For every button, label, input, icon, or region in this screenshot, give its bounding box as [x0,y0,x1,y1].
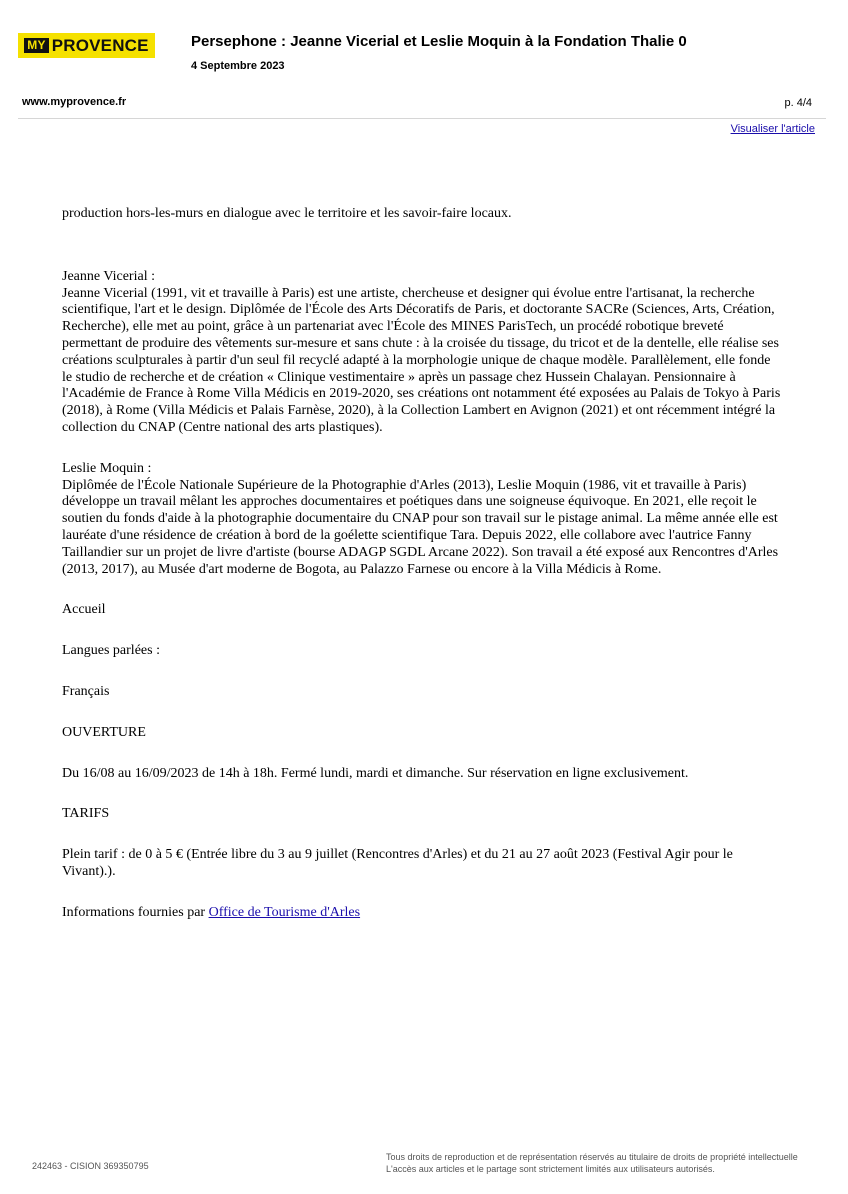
tarifs-heading: TARIFS [62,806,110,822]
myprovence-logo [18,33,155,58]
article-title: Persephone : Jeanne Vicerial et Leslie Moquin à la Fondation Thalie 0 [191,33,687,50]
view-article-link[interactable]: Visualiser l'article [730,123,815,135]
langues-label: Langues parlées : [62,643,160,659]
article-date: 4 Septembre 2023 [191,60,285,72]
logo-my: MY [24,38,48,53]
ouverture-text: Du 16/08 au 16/09/2023 de 14h à 18h. Fermé lundi, mardi et dimanche. Sur réservation en ligne exclusivement. [62,765,689,781]
article-body [62,206,784,922]
jeanne-heading: Jeanne Vicerial : [62,268,155,284]
header-divider [18,118,826,119]
copyright-notice [386,1151,826,1175]
tourism-office-link[interactable]: Office de Tourisme d'Arles [208,904,361,920]
copyright-line-1: Tous droits de reproduction et de représentation réservés au titulaire de droits de propriété intellectuelle [386,1152,798,1162]
jeanne-bio: Jeanne Vicerial (1991, vit et travaille à Paris) est une artiste, chercheuse et designer qui évolue entre l'artisanat, la recherche scientifique, l'art et le design. Diplômée de l'École des Arts Décoratifs de Paris, et doctorante SACRe (Sciences, Arts, Création, Recherche), elle met au point, grâce à un partenariat avec l'École des MINES ParisTech, un procédé robotique breveté permettant de produire des vêtements sur-mesure et sans chute : à la croisée du tissage, du tricot et de la dentelle, elle réalise ses créations sculpturales à partir d'un seul fil recyclé adapté à la morphologie unique de chaque modèle. Parallèlement, elle fonde le studio de recherche et de création « Clinique vestimentaire » après un passage chez Hussein Chalayan. Pensionnaire à l'Académie de France à Rome Villa Médicis en 2019-2020, ses créations ont notamment été exposées au Palais de Tokyo à Paris (2018), à Rome (Villa Médicis et Palais Farnèse, 2020), à la Collection Lambert en Avignon (2021) et ont récemment intégré la collection du CNAP (Centre national des arts plastiques). [62,285,781,435]
copyright-line-2: L'accès aux articles et le partage sont strictement limités aux utilisateurs autorisés. [386,1164,715,1174]
ouverture-heading: OUVERTURE [62,724,146,740]
logo-brand: PROVENCE [51,35,149,55]
site-url: www.myprovence.fr [22,96,127,108]
accueil-label: Accueil [62,602,106,618]
info-line [62,905,784,922]
info-prefix: Informations fournies par [62,904,209,920]
page-number: p. 4/4 [784,97,812,109]
leslie-bio: Diplômée de l'École Nationale Supérieure de la Photographie d'Arles (2013), Leslie Moquin (1986, vit et travaille à Paris) développe un travail mêlant les approches documentaires et poétiques dans une soigneuse équivoque. En 2021, elle reçoit le soutien du fonds d'aide à la photographie documentaire du CNAP pour son travail sur le pistage animal. La même année elle est lauréate d'une résidence de création à bord de la goélette scientifique Tara. Depuis 2022, elle collabore avec l'autrice Fanny Taillandier sur un projet de livre d'artiste (bourse ADAGP SGDL Arcane 2022). Son travail a été exposé aux Rencontres d'Arles (2013, 2017), au Musée d'art moderne de Bogota, au Palazzo Farnese ou encore à la Villa Médicis à Rome. [62,477,779,577]
cision-id: 242463 - CISION 369350795 [32,1161,149,1171]
intro-paragraph: production hors-les-murs en dialogue avec le territoire et les savoir-faire locaux. [62,206,512,221]
langues-value: Français [62,683,110,699]
leslie-heading: Leslie Moquin : [62,460,152,476]
tarifs-text: Plein tarif : de 0 à 5 € (Entrée libre du 3 au 9 juillet (Rencontres d'Arles) et du 21 au 27 août 2023 (Festival Agir pour le Vivant).). [62,847,733,879]
